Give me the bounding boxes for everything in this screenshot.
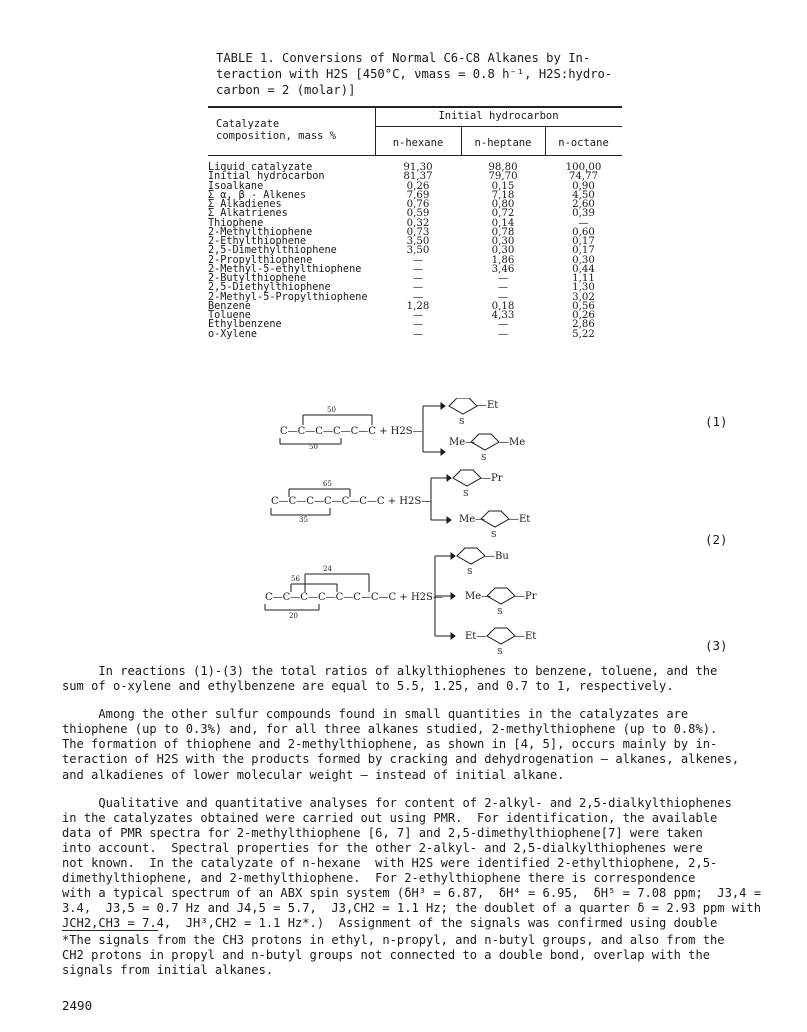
cell-n-octane: 0,90 bbox=[572, 180, 595, 192]
r3-pct-mid: 56 bbox=[291, 575, 300, 583]
reaction-label-1: (1) bbox=[705, 414, 728, 429]
cell-n-hexane: 1,28 bbox=[406, 300, 430, 312]
cell-n-octane: 0,56 bbox=[572, 300, 595, 312]
cell-n-heptane: — bbox=[497, 282, 509, 294]
cell-n-hexane: — bbox=[412, 328, 424, 340]
cell-n-hexane: 0,26 bbox=[406, 180, 430, 192]
cell-n-heptane: 0,72 bbox=[491, 208, 515, 220]
cell-n-hexane: 0,76 bbox=[406, 199, 430, 210]
cell-n-hexane: — bbox=[412, 282, 424, 294]
cell-n-octane: 4,50 bbox=[572, 189, 595, 201]
r2-product-pr: —Pr bbox=[481, 473, 503, 484]
cell-n-heptane: 3,46 bbox=[491, 263, 515, 275]
row-label: 2-Propylthiophene bbox=[208, 254, 313, 266]
column-header-n-octane: n-octane bbox=[558, 137, 609, 149]
cell-n-hexane: — bbox=[412, 254, 424, 266]
cell-n-octane: 2,86 bbox=[572, 319, 595, 331]
header-initial-hydrocarbon: Initial hydrocarbon bbox=[438, 110, 559, 122]
row-label: 2-Butylthiophene bbox=[208, 273, 307, 284]
cell-n-heptane: 0,14 bbox=[491, 217, 515, 229]
row-label: Benzene bbox=[208, 300, 251, 312]
r3-product-et-right: —Et bbox=[515, 631, 537, 642]
cell-n-heptane: — bbox=[497, 273, 509, 284]
row-label: Σ α, β - Alkenes bbox=[208, 189, 307, 201]
cell-n-heptane: 98,80 bbox=[488, 162, 518, 173]
cell-n-heptane: 0,80 bbox=[491, 199, 515, 210]
column-header-n-hexane: n-hexane bbox=[392, 137, 444, 149]
cell-n-hexane: 0,59 bbox=[406, 208, 430, 220]
row-label: Toluene bbox=[208, 310, 251, 321]
cell-n-heptane: 0,30 bbox=[491, 245, 515, 257]
cell-n-octane: 1,11 bbox=[572, 273, 595, 284]
cell-n-heptane: 0,18 bbox=[491, 300, 515, 312]
r3-pct-top: 24 bbox=[323, 565, 332, 573]
row-label: Ethylbenzene bbox=[208, 319, 282, 331]
r3-s1: S bbox=[467, 567, 473, 576]
cell-n-octane: 0,17 bbox=[572, 245, 595, 257]
cell-n-heptane: 0,78 bbox=[491, 226, 515, 238]
cell-n-octane: 0,26 bbox=[572, 310, 595, 321]
reaction-label-3: (3) bbox=[705, 638, 728, 653]
r3-product-bu: —Bu bbox=[485, 551, 509, 562]
cell-n-hexane: 91,30 bbox=[403, 162, 433, 173]
cell-n-hexane: 0,32 bbox=[406, 217, 430, 229]
paragraph-1: In reactions (1)-(3) the total ratios of alkylthiophenes to benzene, toluene, and the sum of o-xylene and ethylbenzene are equal to 5.5, 1.25, and 0.7 to 1, respectively. bbox=[62, 664, 718, 694]
caption-line-2: teraction with H2S [450°C, νmass = 0.8 h⁻¹, H2S:hydro- bbox=[216, 67, 613, 81]
table-caption bbox=[216, 50, 616, 98]
cell-n-octane: 0,30 bbox=[572, 254, 595, 266]
cell-n-octane: 0,17 bbox=[572, 236, 595, 247]
cell-n-heptane: 1,86 bbox=[491, 254, 515, 266]
row-label: o-Xylene bbox=[208, 328, 258, 340]
r1-product-et: —Et bbox=[477, 400, 499, 411]
column-header-n-heptane: n-heptane bbox=[474, 137, 532, 149]
r2-pct-top: 65 bbox=[323, 480, 332, 488]
cell-n-hexane: 7,69 bbox=[406, 189, 430, 201]
cell-n-octane: 2,60 bbox=[572, 199, 595, 210]
row-label: Thiophene bbox=[208, 217, 264, 229]
row-label: 2,5-Diethylthiophene bbox=[208, 282, 331, 294]
cell-n-octane: — bbox=[578, 217, 589, 229]
r2-pct-bottom: 35 bbox=[299, 516, 308, 524]
cell-n-heptane: 7,18 bbox=[491, 189, 515, 201]
cell-n-octane: 0,39 bbox=[572, 208, 595, 220]
r3-pct-bottom: 20 bbox=[289, 612, 298, 620]
row-label: Initial hydrocarbon bbox=[208, 171, 325, 183]
row-label: Liquid catalyzate bbox=[208, 162, 313, 173]
r1-s1: S bbox=[459, 417, 465, 426]
cell-n-octane: 74,77 bbox=[568, 171, 599, 183]
reaction-label-2: (2) bbox=[705, 532, 728, 547]
reaction-1 bbox=[280, 398, 525, 462]
r1-product-me-left: Me— bbox=[449, 437, 476, 448]
cell-n-heptane: 0,15 bbox=[491, 180, 515, 192]
paragraph-3: Qualitative and quantitative analyses for content of 2-alkyl- and 2,5-dialkylthiophenes in the catalyzates obtained were carried out using PMR. For identification, the available data of PMR spectra for 2-methylthiophene [6, 7] and 2,5-dimethylthiophene[7] were taken into account. Spectral properties for the other 2-alkyl- and 2,5-dialkylthiophenes were not known. In the catalyzate of n-hexane with H2S were identified 2-ethylthiophene, 2,5- dimethylthiophene, and 2-methylthiophene. For 2-ethylthiophene there is correspondence with a typical spectrum of an ABX spin system (δH³ = 6.87, δH⁴ = 6.95, δH⁵ = 7.08 ppm; J3,4 = 3.4, J3,5 = 0.7 Hz and J4,5 = 5.7, J3,CH2 = 1.1 Hz; the doublet of a quarter δ = 2.93 ppm with JCH2,CH3 = 7.4, JH³,CH2 = 1.1 Hz*.) Assignment of the signals was confirmed using double bbox=[62, 795, 761, 931]
cell-n-hexane: — bbox=[412, 273, 424, 284]
caption-line-1: TABLE 1. Conversions of Normal C6-C8 Alkanes by In- bbox=[216, 51, 591, 65]
reaction-2 bbox=[271, 470, 530, 539]
cell-n-heptane: — bbox=[497, 291, 509, 303]
table-top-rule bbox=[208, 106, 622, 108]
r1-pct-bottom: 50 bbox=[309, 443, 318, 451]
r2-product-et: —Et bbox=[509, 514, 531, 525]
cell-n-heptane: 4,33 bbox=[491, 310, 515, 321]
r3-chain: C—C—C—C—C—C—C—C + H2S— bbox=[265, 592, 443, 603]
footnote: *The signals from the CH3 protons in ethyl, n-propyl, and n-butyl groups, and also from the CH2 protons in propyl and n-butyl groups not connected to a double bond, overlap with the signals from initial alkanes. bbox=[62, 933, 725, 978]
cell-n-octane: 0,60 bbox=[572, 226, 595, 238]
row-label: 2-Ethylthiophene bbox=[208, 236, 307, 247]
cell-n-hexane: — bbox=[412, 263, 424, 275]
group-header-rule bbox=[375, 126, 622, 127]
page-number: 2490 bbox=[62, 998, 93, 1013]
row-label: 2-Methyl-5-ethylthiophene bbox=[208, 263, 362, 275]
header-composition: composition, mass % bbox=[216, 130, 337, 142]
footnote-rule bbox=[62, 930, 158, 931]
r3-s3: S bbox=[497, 647, 503, 656]
r1-chain: C—C—C—C—C—C + H2S— bbox=[280, 426, 423, 437]
cell-n-heptane: — bbox=[497, 319, 509, 331]
row-label: Isoalkane bbox=[208, 180, 264, 192]
r3-s2: S bbox=[497, 607, 503, 616]
header-catalyzate: Catalyzate bbox=[216, 118, 280, 130]
cell-n-hexane: 3,50 bbox=[406, 236, 430, 247]
body-text bbox=[62, 664, 762, 945]
cell-n-hexane: 0,73 bbox=[406, 226, 430, 238]
header-bottom-rule bbox=[208, 155, 622, 156]
cell-n-octane: 0,44 bbox=[572, 263, 595, 275]
r3-product-pr: —Pr bbox=[515, 591, 537, 602]
reaction-svg bbox=[255, 398, 555, 660]
row-label: 2,5-Dimethylthiophene bbox=[208, 245, 337, 257]
r1-s2: S bbox=[481, 453, 487, 462]
cell-n-octane: 100,00 bbox=[565, 162, 602, 173]
row-label: Σ Alkatrienes bbox=[208, 208, 288, 220]
r2-product-me: Me— bbox=[459, 514, 486, 525]
cell-n-octane: 3,02 bbox=[572, 291, 595, 303]
cell-n-octane: 1,30 bbox=[572, 282, 595, 294]
r1-pct-top: 50 bbox=[327, 406, 336, 414]
r3-product-et-left: Et— bbox=[465, 631, 487, 642]
cell-n-heptane: 79,70 bbox=[488, 171, 518, 183]
cell-n-hexane: 81,37 bbox=[403, 171, 433, 183]
cell-n-heptane: — bbox=[497, 328, 509, 340]
reaction-schemes bbox=[255, 398, 555, 660]
caption-line-3: carbon = 2 (molar)] bbox=[216, 83, 356, 97]
row-label: 2-Methyl-5-Propylthiophene bbox=[208, 291, 368, 303]
r3-product-me: Me— bbox=[465, 591, 492, 602]
cell-n-hexane: — bbox=[412, 291, 424, 303]
r1-product-me-right: —Me bbox=[499, 437, 526, 448]
r2-s1: S bbox=[463, 489, 469, 498]
paragraph-2: Among the other sulfur compounds found in small quantities in the catalyzates are thiophene (up to 0.3%) and, for all three alkanes studied, 2-methylthiophene (up to 0.8%). The formation of thiophene and 2-methylthiophene, as shown in [4, 5], occurs mainly by in- teraction of H2S with the products formed by cracking and dehydrogenation — alkanes, alkenes, and alkadienes of lower molecular weight — instead of initial alkane. bbox=[62, 707, 740, 782]
cell-n-heptane: 0,30 bbox=[491, 236, 515, 247]
cell-n-octane: 5,22 bbox=[572, 328, 595, 340]
r2-chain: C—C—C—C—C—C—C + H2S— bbox=[271, 496, 432, 507]
row-label: 2-Methylthiophene bbox=[208, 226, 313, 238]
row-label: Σ Alkadienes bbox=[208, 199, 282, 210]
cell-n-hexane: — bbox=[412, 319, 424, 331]
reaction-3 bbox=[265, 548, 537, 656]
r2-s2: S bbox=[491, 530, 497, 539]
cell-n-hexane: 3,50 bbox=[406, 245, 430, 257]
cell-n-hexane: — bbox=[412, 310, 424, 321]
